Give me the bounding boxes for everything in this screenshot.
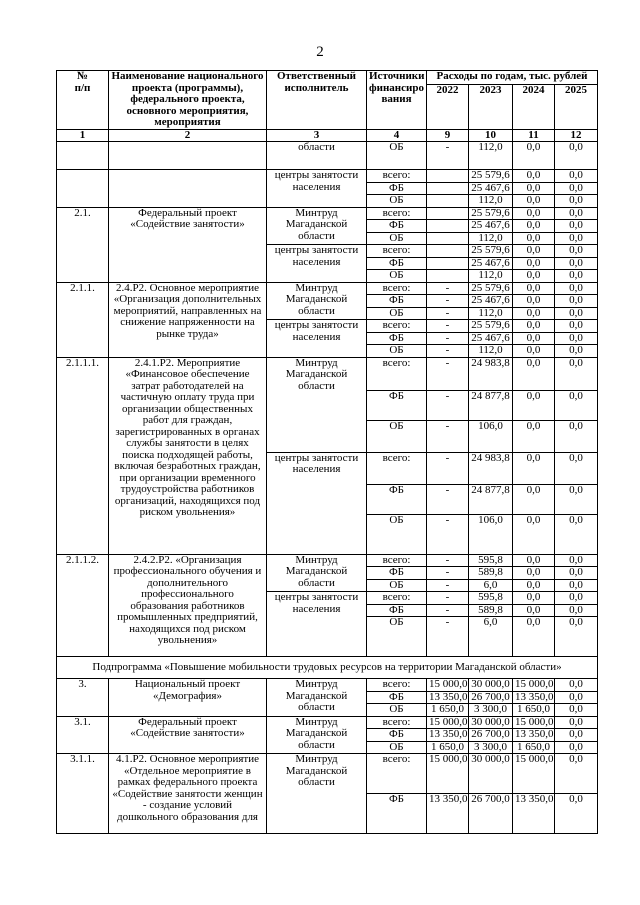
amount-cell: 0,0 [555, 579, 598, 592]
amount-cell: 13 350,0 [513, 794, 555, 834]
amount-cell: 15 000,0 [513, 679, 555, 692]
amount-cell [427, 270, 469, 283]
responsible-executor: центры занятости населения [267, 170, 367, 208]
funding-source: ОБ [367, 704, 427, 717]
amount-cell: 112,0 [469, 345, 513, 358]
funding-source: ОБ [367, 307, 427, 320]
column-number: 1 [57, 129, 109, 142]
header-source: Источники финансиро вания [367, 71, 427, 130]
amount-cell: 0,0 [555, 592, 598, 605]
amount-cell: 15 000,0 [513, 716, 555, 729]
funding-source: всего: [367, 452, 427, 484]
amount-cell: - [427, 295, 469, 308]
amount-cell: 0,0 [555, 794, 598, 834]
responsible-executor: Минтруд Магаданской области [267, 754, 367, 834]
amount-cell: 25 467,6 [469, 332, 513, 345]
header-year: 2023 [469, 84, 513, 129]
amount-cell: 13 350,0 [427, 691, 469, 704]
amount-cell: 0,0 [555, 232, 598, 245]
header-year: 2025 [555, 84, 598, 129]
column-number: 11 [513, 129, 555, 142]
row-title: 2.4.1.Р2. Мероприятие «Финансовое обеспечение затрат работодателей на частичную оплату труда при организации общественных работ для граждан, зарегистрированных в органах службы занятости в целях поиска подходящей работы, включая безработных граждан, при организации временного трудоустройства работников организаций, находящихся под риском увольнения» [109, 357, 267, 554]
amount-cell: 13 350,0 [427, 794, 469, 834]
amount-cell: 0,0 [513, 320, 555, 333]
amount-cell: 0,0 [555, 282, 598, 295]
amount-cell: 0,0 [513, 270, 555, 283]
amount-cell: 24 983,8 [469, 452, 513, 484]
funding-source: ОБ [367, 617, 427, 657]
funding-source: ФБ [367, 794, 427, 834]
amount-cell: 589,8 [469, 567, 513, 580]
funding-source: ФБ [367, 484, 427, 514]
amount-cell: 0,0 [513, 617, 555, 657]
responsible-executor: Минтруд Магаданской области [267, 207, 367, 245]
funding-source: всего: [367, 320, 427, 333]
amount-cell: 25 467,6 [469, 257, 513, 270]
amount-cell: 0,0 [513, 282, 555, 295]
row-number [57, 142, 109, 170]
funding-source: ОБ [367, 741, 427, 754]
amount-cell: 0,0 [555, 691, 598, 704]
amount-cell: 30 000,0 [469, 716, 513, 729]
amount-cell: 106,0 [469, 514, 513, 554]
amount-cell: 24 877,8 [469, 484, 513, 514]
amount-cell: 0,0 [513, 484, 555, 514]
funding-source: всего: [367, 357, 427, 390]
amount-cell: 25 467,6 [469, 182, 513, 195]
amount-cell: 26 700,0 [469, 729, 513, 742]
funding-source: ФБ [367, 691, 427, 704]
amount-cell: - [427, 390, 469, 420]
amount-cell: 0,0 [555, 270, 598, 283]
header-year: 2022 [427, 84, 469, 129]
amount-cell: 0,0 [555, 567, 598, 580]
funding-source: всего: [367, 592, 427, 605]
amount-cell: - [427, 357, 469, 390]
amount-cell: 0,0 [513, 452, 555, 484]
amount-cell: 0,0 [555, 390, 598, 420]
responsible-executor: центры занятости населения [267, 452, 367, 554]
table-row [57, 716, 598, 729]
responsible-executor: Минтруд Магаданской области [267, 716, 367, 754]
row-title: Федеральный проект «Содействие занятости» [109, 207, 267, 282]
header-row [57, 71, 598, 85]
funding-source: ОБ [367, 420, 427, 452]
amount-cell: - [427, 484, 469, 514]
amount-cell: 112,0 [469, 307, 513, 320]
amount-cell: 13 350,0 [427, 729, 469, 742]
amount-cell: 589,8 [469, 604, 513, 617]
funding-source: ОБ [367, 232, 427, 245]
amount-cell: 25 579,6 [469, 245, 513, 258]
amount-cell: 0,0 [513, 390, 555, 420]
amount-cell [427, 195, 469, 208]
amount-cell: 0,0 [555, 604, 598, 617]
funding-source: ФБ [367, 257, 427, 270]
amount-cell: 0,0 [555, 554, 598, 567]
amount-cell: 0,0 [555, 220, 598, 233]
funding-source: всего: [367, 754, 427, 794]
column-number: 4 [367, 129, 427, 142]
amount-cell: 30 000,0 [469, 679, 513, 692]
table-row [57, 679, 598, 692]
row-number: 3.1.1. [57, 754, 109, 834]
funding-source: всего: [367, 554, 427, 567]
funding-source: всего: [367, 170, 427, 183]
amount-cell: 0,0 [555, 484, 598, 514]
amount-cell: 1 650,0 [513, 704, 555, 717]
amount-cell: 25 467,6 [469, 295, 513, 308]
amount-cell: 0,0 [513, 170, 555, 183]
amount-cell: - [427, 452, 469, 484]
amount-cell: 0,0 [555, 170, 598, 183]
amount-cell: 1 650,0 [513, 741, 555, 754]
amount-cell: 0,0 [513, 307, 555, 320]
responsible-executor: центры занятости населения [267, 245, 367, 283]
row-number: 3. [57, 679, 109, 717]
table-row [57, 142, 598, 170]
amount-cell: 0,0 [513, 579, 555, 592]
amount-cell: 0,0 [513, 420, 555, 452]
amount-cell: - [427, 282, 469, 295]
responsible-executor: Минтруд Магаданской области [267, 357, 367, 452]
amount-cell: 0,0 [513, 142, 555, 170]
amount-cell: 6,0 [469, 579, 513, 592]
amount-cell: 25 467,6 [469, 220, 513, 233]
amount-cell: 0,0 [555, 741, 598, 754]
row-title [109, 170, 267, 208]
amount-cell: - [427, 567, 469, 580]
amount-cell: - [427, 514, 469, 554]
funding-source: ФБ [367, 567, 427, 580]
amount-cell: 0,0 [555, 332, 598, 345]
row-title: 2.4.Р2. Основное мероприятие «Организация дополнительных мероприятий, направленных на снижение напряженности на рынке труда» [109, 282, 267, 357]
amount-cell: 0,0 [555, 704, 598, 717]
amount-cell: 0,0 [555, 307, 598, 320]
amount-cell: - [427, 345, 469, 358]
amount-cell: 112,0 [469, 195, 513, 208]
amount-cell: - [427, 592, 469, 605]
table-row [57, 170, 598, 183]
amount-cell [427, 245, 469, 258]
amount-cell: 24 983,8 [469, 357, 513, 390]
amount-cell: 15 000,0 [513, 754, 555, 794]
funding-source: всего: [367, 716, 427, 729]
column-number-row [57, 129, 598, 142]
amount-cell: 25 579,6 [469, 170, 513, 183]
amount-cell: 0,0 [513, 220, 555, 233]
header-executor: Ответственный исполнитель [267, 71, 367, 130]
row-number: 2.1.1. [57, 282, 109, 357]
amount-cell: 15 000,0 [427, 754, 469, 794]
responsible-executor: Минтруд Магаданской области [267, 554, 367, 592]
amount-cell: - [427, 617, 469, 657]
subprogram-row [57, 657, 598, 679]
amount-cell: 112,0 [469, 232, 513, 245]
amount-cell: 0,0 [513, 554, 555, 567]
funding-source: ФБ [367, 332, 427, 345]
amount-cell: 1 650,0 [427, 704, 469, 717]
funding-source: всего: [367, 207, 427, 220]
amount-cell: 0,0 [555, 345, 598, 358]
amount-cell: - [427, 332, 469, 345]
amount-cell: 0,0 [555, 245, 598, 258]
funding-source: ОБ [367, 270, 427, 283]
responsible-executor: центры занятости населения [267, 320, 367, 358]
row-number [57, 170, 109, 208]
amount-cell: 13 350,0 [513, 691, 555, 704]
amount-cell: 3 300,0 [469, 704, 513, 717]
amount-cell: 0,0 [513, 195, 555, 208]
row-number: 2.1. [57, 207, 109, 282]
amount-cell: 15 000,0 [427, 679, 469, 692]
responsible-executor: области [267, 142, 367, 170]
column-number: 3 [267, 129, 367, 142]
column-number: 2 [109, 129, 267, 142]
funding-source: ФБ [367, 220, 427, 233]
amount-cell: 0,0 [555, 679, 598, 692]
row-title: 4.1.Р2. Основное мероприятие «Отдельное мероприятие в рамках федерального проекта «Содействие занятости женщин - создание условий дошкольного образования для [109, 754, 267, 834]
amount-cell: 24 877,8 [469, 390, 513, 420]
amount-cell: 0,0 [513, 345, 555, 358]
table-row [57, 554, 598, 567]
amount-cell: 0,0 [513, 232, 555, 245]
amount-cell: 13 350,0 [513, 729, 555, 742]
funding-source: всего: [367, 245, 427, 258]
column-number: 9 [427, 129, 469, 142]
amount-cell: 1 650,0 [427, 741, 469, 754]
amount-cell: 30 000,0 [469, 754, 513, 794]
amount-cell: 0,0 [555, 357, 598, 390]
funding-source: ОБ [367, 195, 427, 208]
amount-cell: 25 579,6 [469, 207, 513, 220]
column-number: 10 [469, 129, 513, 142]
funding-source: ФБ [367, 604, 427, 617]
amount-cell [427, 207, 469, 220]
amount-cell: 25 579,6 [469, 282, 513, 295]
amount-cell: 15 000,0 [427, 716, 469, 729]
amount-cell: 0,0 [513, 604, 555, 617]
table-row [57, 357, 598, 390]
amount-cell: 106,0 [469, 420, 513, 452]
amount-cell: 0,0 [555, 142, 598, 170]
amount-cell: 595,8 [469, 554, 513, 567]
amount-cell: 6,0 [469, 617, 513, 657]
subprogram-title: Подпрограмма «Повышение мобильности трудовых ресурсов на территории Магаданской области» [57, 657, 598, 679]
row-number: 3.1. [57, 716, 109, 754]
funding-source: ОБ [367, 142, 427, 170]
row-title: Федеральный проект «Содействие занятости» [109, 716, 267, 754]
amount-cell: 25 579,6 [469, 320, 513, 333]
amount-cell: 0,0 [513, 332, 555, 345]
amount-cell: 0,0 [513, 592, 555, 605]
row-title [109, 142, 267, 170]
table-row [57, 754, 598, 794]
amount-cell: 0,0 [513, 357, 555, 390]
amount-cell: - [427, 554, 469, 567]
row-number: 2.1.1.1. [57, 357, 109, 554]
amount-cell: 0,0 [555, 617, 598, 657]
funding-source: всего: [367, 282, 427, 295]
amount-cell: 0,0 [555, 754, 598, 794]
amount-cell: 0,0 [555, 729, 598, 742]
amount-cell: 0,0 [555, 320, 598, 333]
amount-cell: 0,0 [555, 257, 598, 270]
amount-cell [427, 220, 469, 233]
funding-source: ФБ [367, 390, 427, 420]
page-number: 2 [316, 44, 324, 60]
amount-cell [427, 257, 469, 270]
amount-cell: 0,0 [555, 182, 598, 195]
responsible-executor: центры занятости населения [267, 592, 367, 657]
column-number: 12 [555, 129, 598, 142]
amount-cell: - [427, 307, 469, 320]
amount-cell: 595,8 [469, 592, 513, 605]
amount-cell: 0,0 [513, 514, 555, 554]
responsible-executor: Минтруд Магаданской области [267, 282, 367, 320]
amount-cell: 0,0 [513, 207, 555, 220]
funding-source: ФБ [367, 182, 427, 195]
funding-source: ФБ [367, 295, 427, 308]
row-title: Национальный проект «Демография» [109, 679, 267, 717]
funding-source: ОБ [367, 345, 427, 358]
amount-cell: 0,0 [513, 257, 555, 270]
expenses-table [56, 70, 598, 834]
amount-cell: 0,0 [513, 567, 555, 580]
amount-cell: 112,0 [469, 270, 513, 283]
amount-cell: 0,0 [555, 452, 598, 484]
funding-source: ОБ [367, 514, 427, 554]
row-title: 2.4.2.Р2. «Организация профессионального обучения и дополнительного профессионального образования работников промышленных предприятий, находящихся под риском увольнения» [109, 554, 267, 657]
header-expenses: Расходы по годам, тыс. рублей [427, 71, 598, 85]
header-no: № п/п [57, 71, 109, 130]
funding-source: всего: [367, 679, 427, 692]
amount-cell: - [427, 320, 469, 333]
amount-cell: 26 700,0 [469, 691, 513, 704]
amount-cell: 0,0 [555, 195, 598, 208]
amount-cell: 0,0 [513, 245, 555, 258]
row-number: 2.1.1.2. [57, 554, 109, 657]
amount-cell: 0,0 [555, 420, 598, 452]
amount-cell: - [427, 579, 469, 592]
amount-cell: 0,0 [555, 207, 598, 220]
amount-cell: 0,0 [555, 514, 598, 554]
table-row [57, 207, 598, 220]
amount-cell: 112,0 [469, 142, 513, 170]
amount-cell [427, 182, 469, 195]
amount-cell: - [427, 604, 469, 617]
amount-cell: 0,0 [555, 716, 598, 729]
amount-cell: - [427, 420, 469, 452]
responsible-executor: Минтруд Магаданской области [267, 679, 367, 717]
header-year: 2024 [513, 84, 555, 129]
amount-cell: 3 300,0 [469, 741, 513, 754]
amount-cell: 0,0 [555, 295, 598, 308]
table-row [57, 282, 598, 295]
amount-cell [427, 170, 469, 183]
amount-cell: 0,0 [513, 295, 555, 308]
funding-source: ОБ [367, 579, 427, 592]
amount-cell: - [427, 142, 469, 170]
amount-cell [427, 232, 469, 245]
amount-cell: 26 700,0 [469, 794, 513, 834]
amount-cell: 0,0 [513, 182, 555, 195]
funding-source: ФБ [367, 729, 427, 742]
header-name: Наименование национального проекта (программы), федерального проекта, основного мероприятия, мероприятия [109, 71, 267, 130]
